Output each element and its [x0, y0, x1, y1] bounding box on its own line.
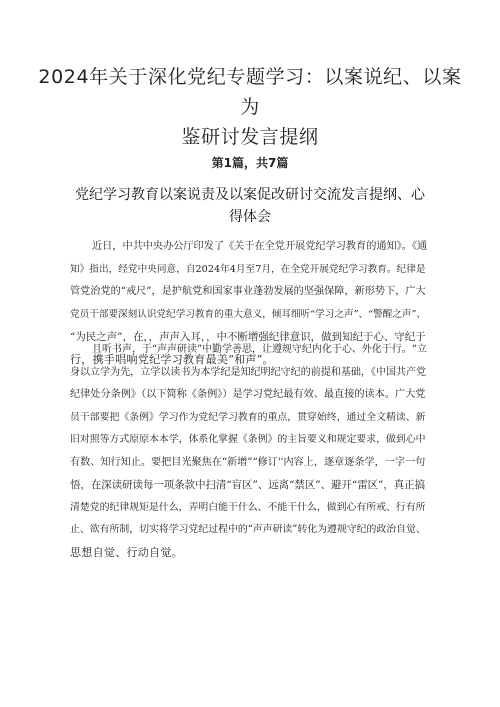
paragraph-line: 身以立学为先，立学以读书为本学纪是知纪明纪守纪的前提和基础，《中国共产党	[70, 366, 427, 378]
document-title-line: 鉴研讨发言提纲	[181, 126, 319, 148]
paragraph-line: 员干部要把《条例》学习作为党纪学习教育的重点，贯穿始终，通过全文精读、新	[70, 411, 426, 423]
paragraph-line: 行，携手唱响党纪学习教育最美“和声”。	[70, 352, 274, 366]
paragraph-line: 思想自觉、行动自觉。	[70, 545, 183, 559]
paragraph-line: 党员干部要深刻认识党纪学习教育的重大意义，倾耳细听“学习之声”、“警醒之声”、	[70, 308, 426, 320]
part-label: 第1篇，共7篇	[211, 156, 289, 170]
paragraph-line: “为民之声”，在，，声声入耳，，中不断增强纪律意识，做到知纪于心、守纪于	[70, 331, 426, 343]
paragraph-line: 管党治党的“戒尺”，是护航党和国家事业蓬勃发展的坚强保障，新形势下，广大	[70, 286, 426, 297]
paragraph-line: 有数、知行知止。要把目光聚焦在“新增”“修订''内容上，逐章逐条学，一字一句	[70, 456, 426, 468]
document-title	[30, 62, 470, 152]
body-paragraph	[70, 339, 440, 564]
paragraph-line: 且听书声，于“声声研读”中勤学善思，让遵规守纪内化于心、外化于行。“立	[92, 344, 427, 355]
paragraph-line: 近日，中共中央办公厅印发了《关于在全党开展党纪学习教育的通知》。《通	[92, 241, 428, 252]
paragraph-line: 清楚党的纪律规矩是什么，弄明白能干什么、不能干什么，做到心有所戒、行有所	[70, 501, 426, 513]
section-title	[60, 184, 440, 228]
section-title-line: 得体会	[229, 209, 271, 225]
paragraph-line: 旧对照等方式原原本本学，体系化掌握《条例》的主旨要义和规定要求，做到心中	[70, 434, 426, 445]
paragraph-line: 知》指出，经党中央同意，自2024年4月至7月，在全党开展党纪学习教育。纪律是	[70, 263, 426, 275]
paragraph-line: 悟，在深读研读每一项条款中扫清“盲区”、远离“禁区”、避开“雷区”，真正搞	[70, 479, 426, 491]
paragraph-line: 止、欲有所制，切实将学习党纪过程中的“声声研读”转化为遵规守纪的政治自觉、	[70, 524, 426, 535]
paragraph-line: 纪律处分条例》（以下简称《条例》）是学习党纪最有效、最直接的读本。广大党	[70, 389, 426, 400]
document-title-line: 2024年关于深化党纪专题学习：以案说纪、以案为	[38, 66, 462, 118]
section-title-line: 党纪学习教育以案说责及以案促改研讨交流发言提纲、心	[75, 187, 425, 203]
